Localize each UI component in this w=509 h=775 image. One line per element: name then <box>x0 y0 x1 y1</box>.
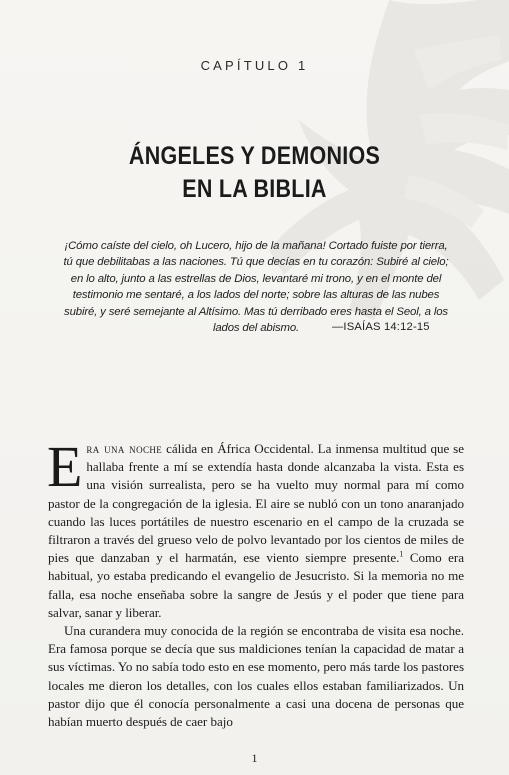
chapter-title-line-2: EN LA BIBLIA <box>182 175 327 203</box>
chapter-label: CAPÍTULO 1 <box>200 58 309 73</box>
epigraph-quote: ¡Cómo caíste del cielo, oh Lucero, hijo de la mañana! Cortado fuiste por tierra, tú que debilitabas a las naciones. Tú que decías en tu corazón: Subiré al cielo; en lo alto, junto a las estrellas de Dios, levantaré mi trono, y en el monte del testimonio me sentaré, a los lados del norte; sobre las alturas de las nubes subiré, y seré semejante al Altísimo. Mas tú derribado eres hasta el Seol, a los lados del abismo. <box>63 240 449 335</box>
footnote-reference[interactable]: 1 <box>399 549 404 559</box>
paragraph-1-text: cálida en África Occidental. La inmensa multitud que se hallaba frente a mí se extendía hasta donde alcanzaba la vista. Esta es una visión surrealista, pero se ha vuelto muy normal para mí como pastor de la congregación de la iglesia. El aire se nubló con un tono anaranjado cuando las luces portátiles de nuestro escenario en el campo de la cruzada se filtraron a través del grueso velo de polvo levantado por los cientos de miles de pies que danzaban y el harmatán, ese viento siempre presente. <box>48 441 464 566</box>
paragraph-1 <box>47 434 464 622</box>
chapter-title <box>36 140 474 206</box>
epigraph-source: —ISAÍAS 14:12-15 <box>332 321 430 333</box>
lead-in-smallcaps: ra una noche <box>86 441 163 456</box>
page-number: 1 <box>251 751 258 765</box>
paragraph-1-text-end: Como era habitual, yo estaba predicando el evangelio de Jesucristo. Si la memoria no me falla, esa noche enseñaba sobre la sangre de Jesús y el poder que tiene para salvar, sanar y liberar. <box>48 550 464 620</box>
drop-cap: E <box>47 434 83 499</box>
body-text <box>47 434 464 731</box>
chapter-title-line-1: ÁNGELES Y DEMONIOS <box>128 142 381 170</box>
paragraph-2: Una curandera muy conocida de la región se encontraba de visita esa noche. Era famosa porque se decía que sus maldiciones tenían la capacidad de matar a sus víctimas. Yo no sabía todo esto en ese momento, pero más tarde los pastores locales me dieron los detalles, con los cuales ellos estaban familiarizados. Un pastor dijo que él conocía personalmente a casi una docena de personas que habían muerto después de caer bajo <box>48 623 464 730</box>
